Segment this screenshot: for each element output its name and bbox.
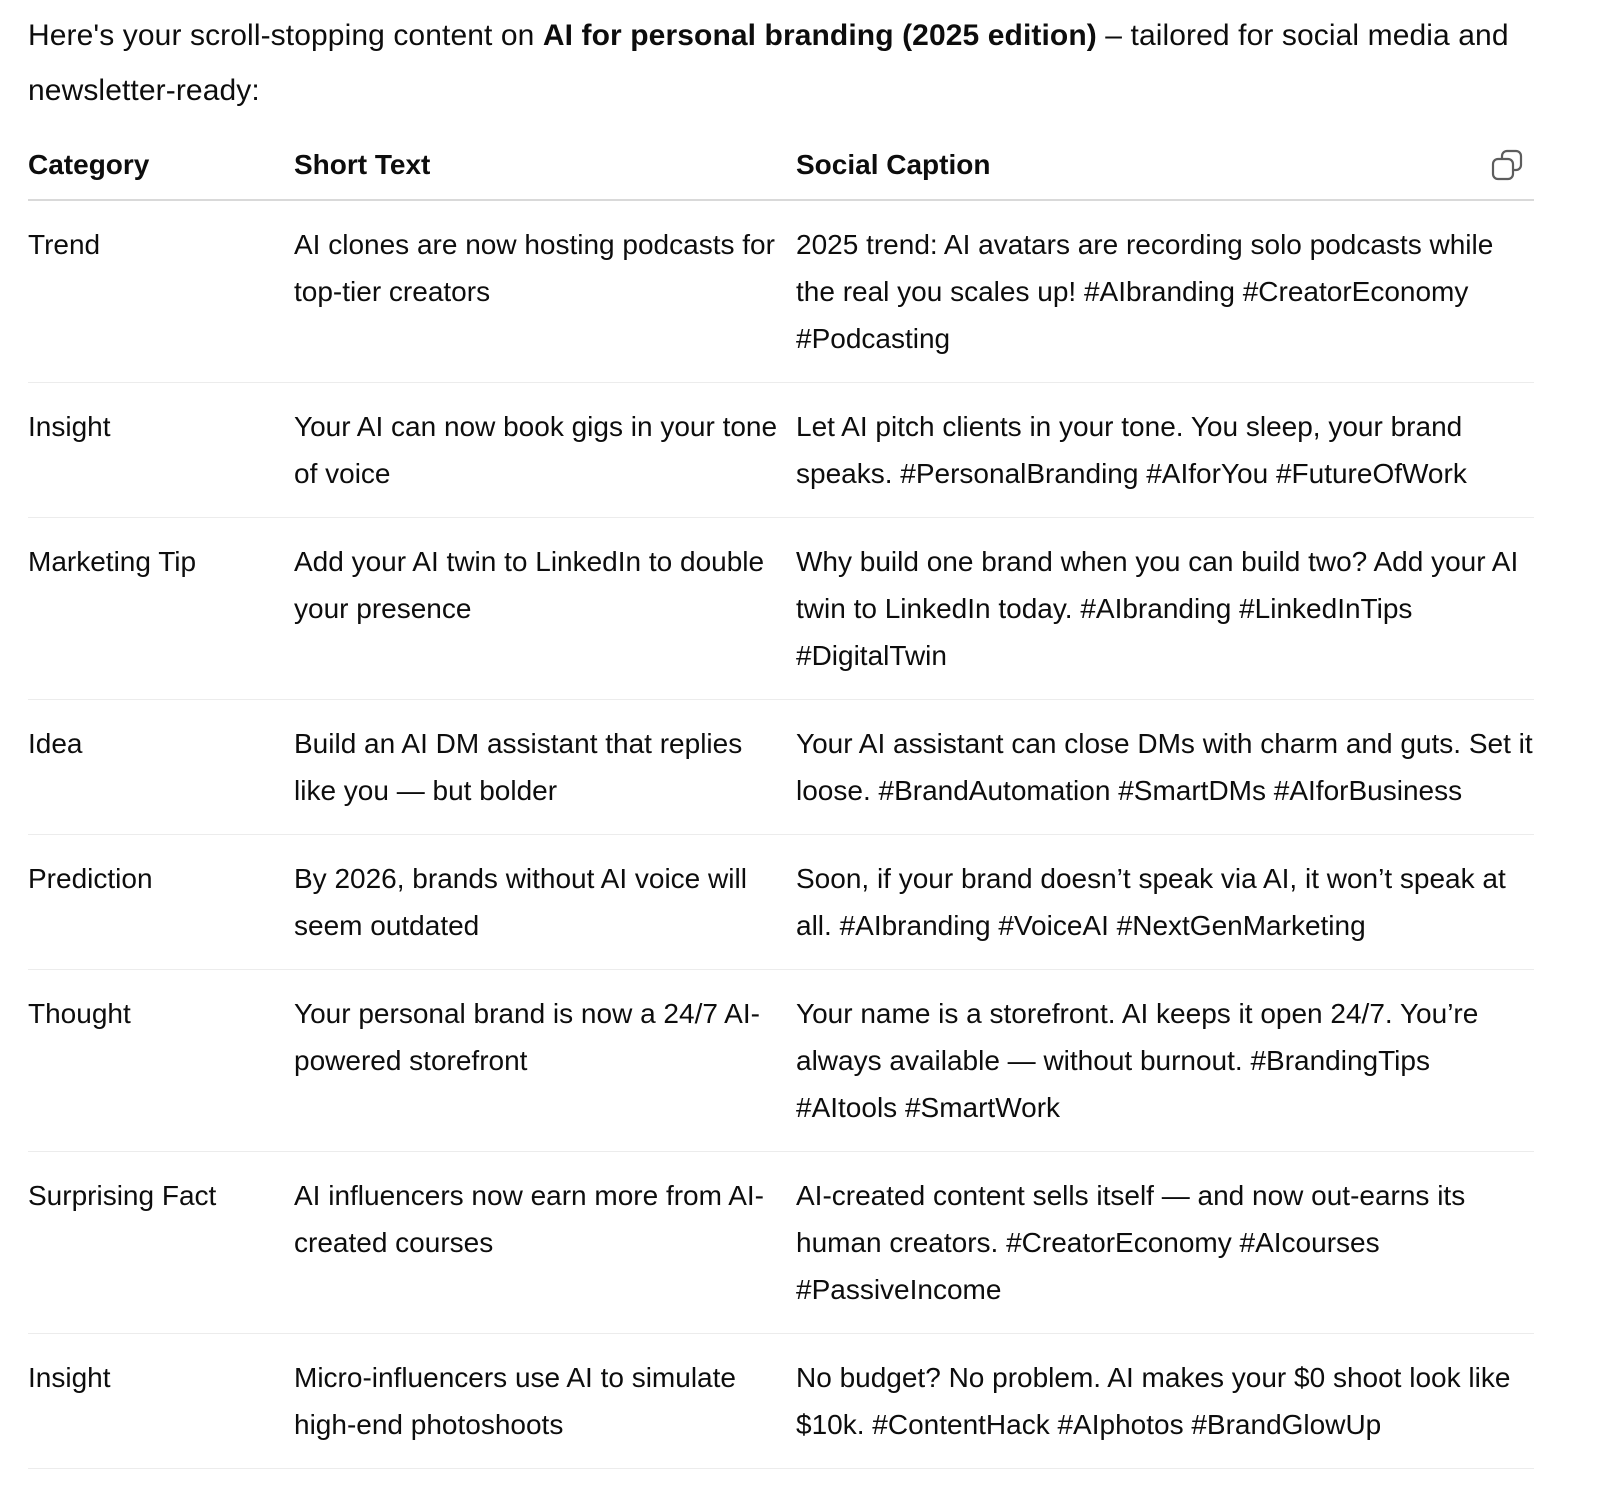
intro-paragraph (28, 0, 1534, 118)
cell-category: Marketing Tip (28, 518, 294, 700)
header-short-text: Short Text (294, 132, 796, 200)
cell-category: Prediction (28, 835, 294, 970)
header-social-caption: Social Caption (796, 132, 1534, 200)
content-table-container (28, 132, 1534, 1469)
cell-category: Trend (28, 200, 294, 383)
intro-prefix: Here's your scroll-stopping content on (28, 19, 543, 52)
cell-category: Surprising Fact (28, 1152, 294, 1334)
table-row (28, 970, 1534, 1152)
cell-caption: Let AI pitch clients in your tone. You sleep, your brand speaks. #PersonalBranding #AIforYou #FutureOfWork (796, 383, 1534, 518)
cell-short-text: Add your AI twin to LinkedIn to double your presence (294, 518, 796, 700)
table-header-row (28, 132, 1534, 200)
cell-short-text: Build an AI DM assistant that replies like you — but bolder (294, 700, 796, 835)
cell-category: Thought (28, 970, 294, 1152)
cell-caption: Your AI assistant can close DMs with charm and guts. Set it loose. #BrandAutomation #SmartDMs #AIforBusiness (796, 700, 1534, 835)
cell-caption: Why build one brand when you can build two? Add your AI twin to LinkedIn today. #AIbranding #LinkedInTips #DigitalTwin (796, 518, 1534, 700)
header-category: Category (28, 132, 294, 200)
table-row (28, 383, 1534, 518)
cell-short-text: Your personal brand is now a 24/7 AI-powered storefront (294, 970, 796, 1152)
cell-caption: 2025 trend: AI avatars are recording solo podcasts while the real you scales up! #AIbranding #CreatorEconomy #Podcasting (796, 200, 1534, 383)
table-row (28, 1152, 1534, 1334)
cell-caption: Soon, if your brand doesn’t speak via AI, it won’t speak at all. #AIbranding #VoiceAI #NextGenMarketing (796, 835, 1534, 970)
cell-category: Idea (28, 700, 294, 835)
cell-short-text: AI clones are now hosting podcasts for top-tier creators (294, 200, 796, 383)
cell-short-text: AI influencers now earn more from AI-created courses (294, 1152, 796, 1334)
table-row (28, 518, 1534, 700)
cell-caption: Your name is a storefront. AI keeps it open 24/7. You’re always available — without burnout. #BrandingTips #AItools #SmartWork (796, 970, 1534, 1152)
table-row (28, 835, 1534, 970)
table-row (28, 700, 1534, 835)
cell-caption: AI-created content sells itself — and now out-earns its human creators. #CreatorEconomy #AIcourses #PassiveIncome (796, 1152, 1534, 1334)
copy-table-button[interactable] (1490, 148, 1526, 184)
table-row (28, 200, 1534, 383)
table-row (28, 1334, 1534, 1469)
cell-short-text: By 2026, brands without AI voice will seem outdated (294, 835, 796, 970)
cell-caption: No budget? No problem. AI makes your $0 shoot look like $10k. #ContentHack #AIphotos #BrandGlowUp (796, 1334, 1534, 1469)
copy-icon (1490, 148, 1526, 184)
cell-category: Insight (28, 1334, 294, 1469)
intro-suffix: – tailored for social media and newsletter-ready: (28, 19, 1509, 107)
intro-bold-topic: AI for personal branding (2025 edition) (542, 19, 1097, 52)
cell-category: Insight (28, 383, 294, 518)
cell-short-text: Your AI can now book gigs in your tone of voice (294, 383, 796, 518)
cell-short-text: Micro-influencers use AI to simulate high-end photoshoots (294, 1334, 796, 1469)
response-content (28, 0, 1534, 1469)
content-table (28, 132, 1534, 1469)
